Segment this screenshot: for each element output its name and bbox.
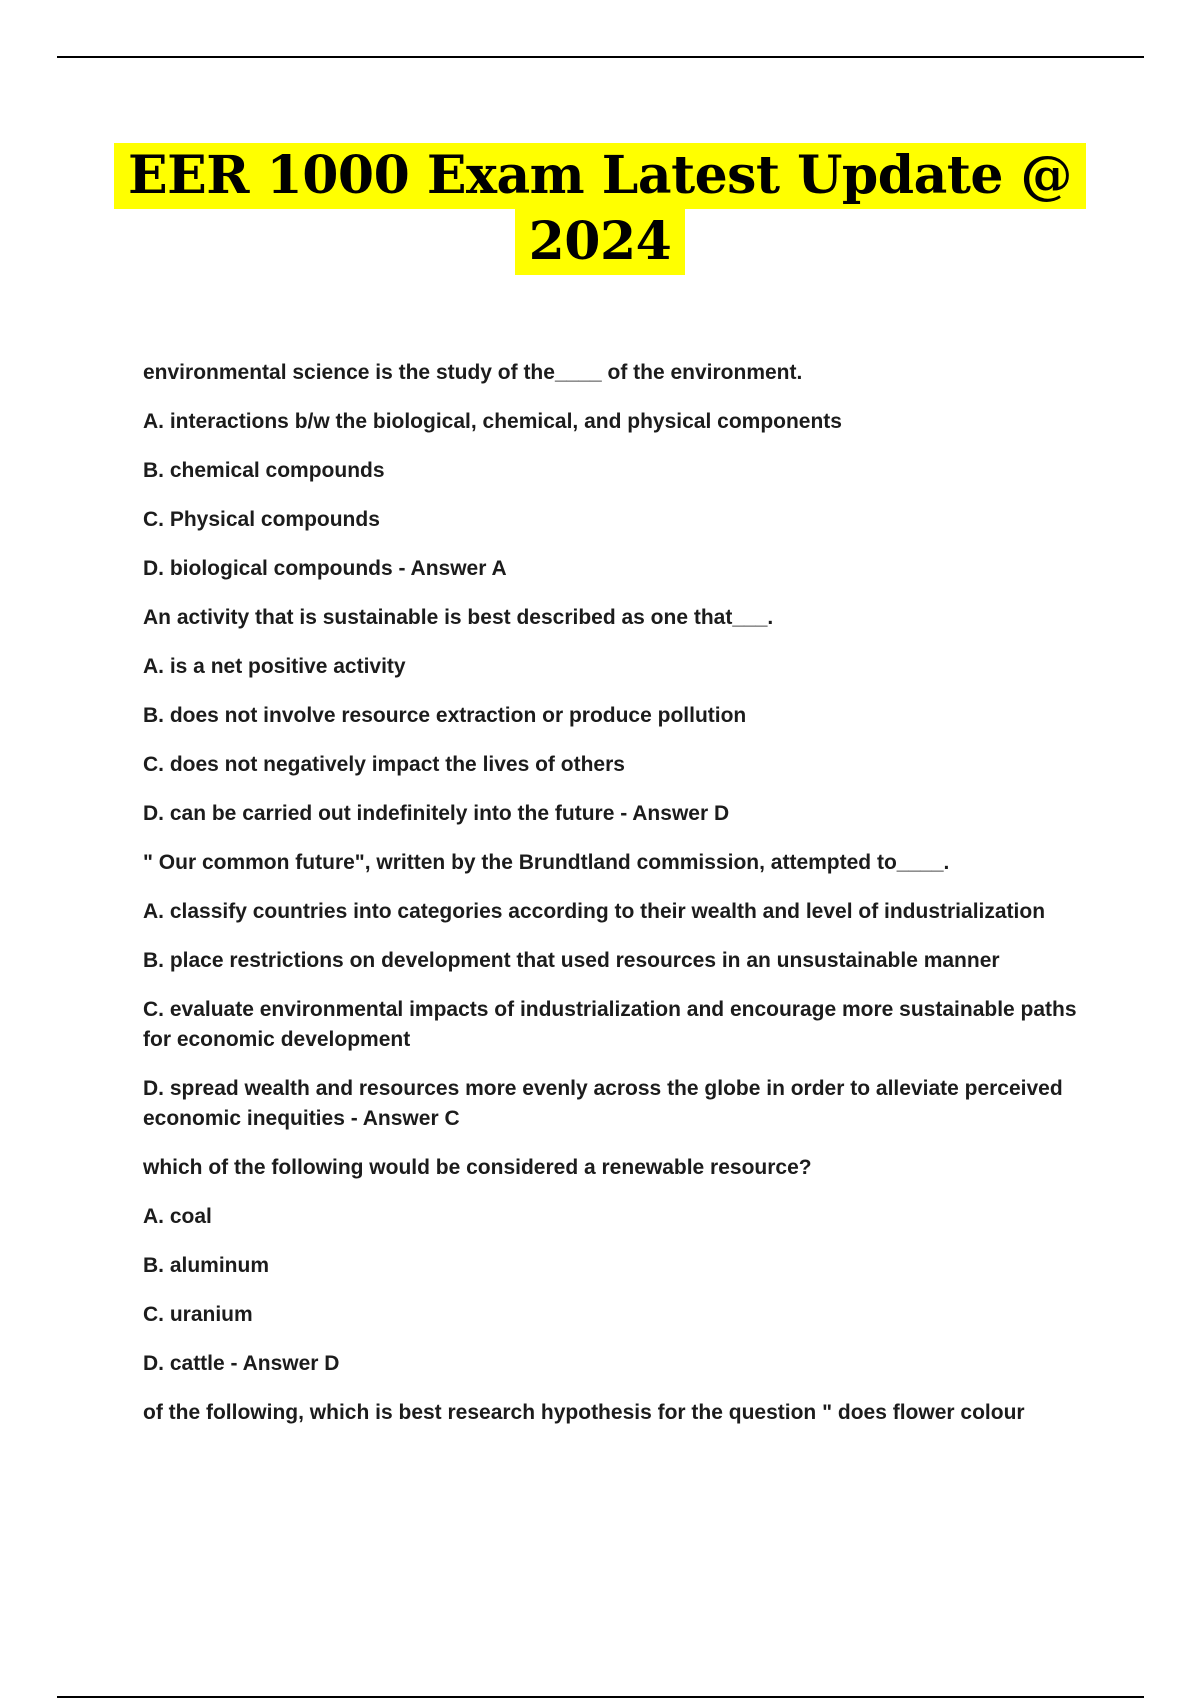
bottom-rule	[57, 1696, 1144, 1698]
q4-option-a: A. coal	[143, 1205, 212, 1228]
q3-option-c: C. evaluate environmental impacts of industrialization and encourage more sustainable paths for economic development	[143, 998, 1077, 1051]
q2-option-d: D. can be carried out indefinitely into the future - Answer D	[143, 802, 730, 825]
q2-option-b: B. does not involve resource extraction or produce pollution	[143, 704, 747, 727]
document-body	[143, 358, 1103, 1447]
q1-option-a: A. interactions b/w the biological, chemical, and physical components	[143, 410, 842, 433]
q3-option-a: A. classify countries into categories according to their wealth and level of industrialization	[143, 900, 1046, 923]
q4-option-c: C. uranium	[143, 1303, 253, 1326]
q3-option-d: D. spread wealth and resources more evenly across the globe in order to alleviate perceived economic inequities - Answer C	[143, 1077, 1063, 1130]
title-line-2: 2024	[515, 209, 686, 275]
q1-option-c: C. Physical compounds	[143, 508, 380, 531]
q3-option-b: B. place restrictions on development that used resources in an unsustainable manner	[143, 949, 1000, 972]
question-1: environmental science is the study of the____ of the environment.	[143, 361, 803, 384]
q4-option-b: B. aluminum	[143, 1254, 270, 1277]
q1-option-b: B. chemical compounds	[143, 459, 385, 482]
top-rule	[57, 56, 1144, 58]
q4-option-d: D. cattle - Answer D	[143, 1352, 340, 1375]
q2-option-c: C. does not negatively impact the lives of others	[143, 753, 625, 776]
document-title	[0, 143, 1200, 275]
question-4: which of the following would be considered a renewable resource?	[143, 1156, 812, 1179]
title-line-1: EER 1000 Exam Latest Update @	[114, 143, 1086, 209]
q1-option-d: D. biological compounds - Answer A	[143, 557, 507, 580]
question-2: An activity that is sustainable is best described as one that___.	[143, 606, 774, 629]
question-5: of the following, which is best research hypothesis for the question " does flower colour	[143, 1401, 1025, 1424]
question-3: " Our common future", written by the Brundtland commission, attempted to____.	[143, 851, 950, 874]
q2-option-a: A. is a net positive activity	[143, 655, 406, 678]
